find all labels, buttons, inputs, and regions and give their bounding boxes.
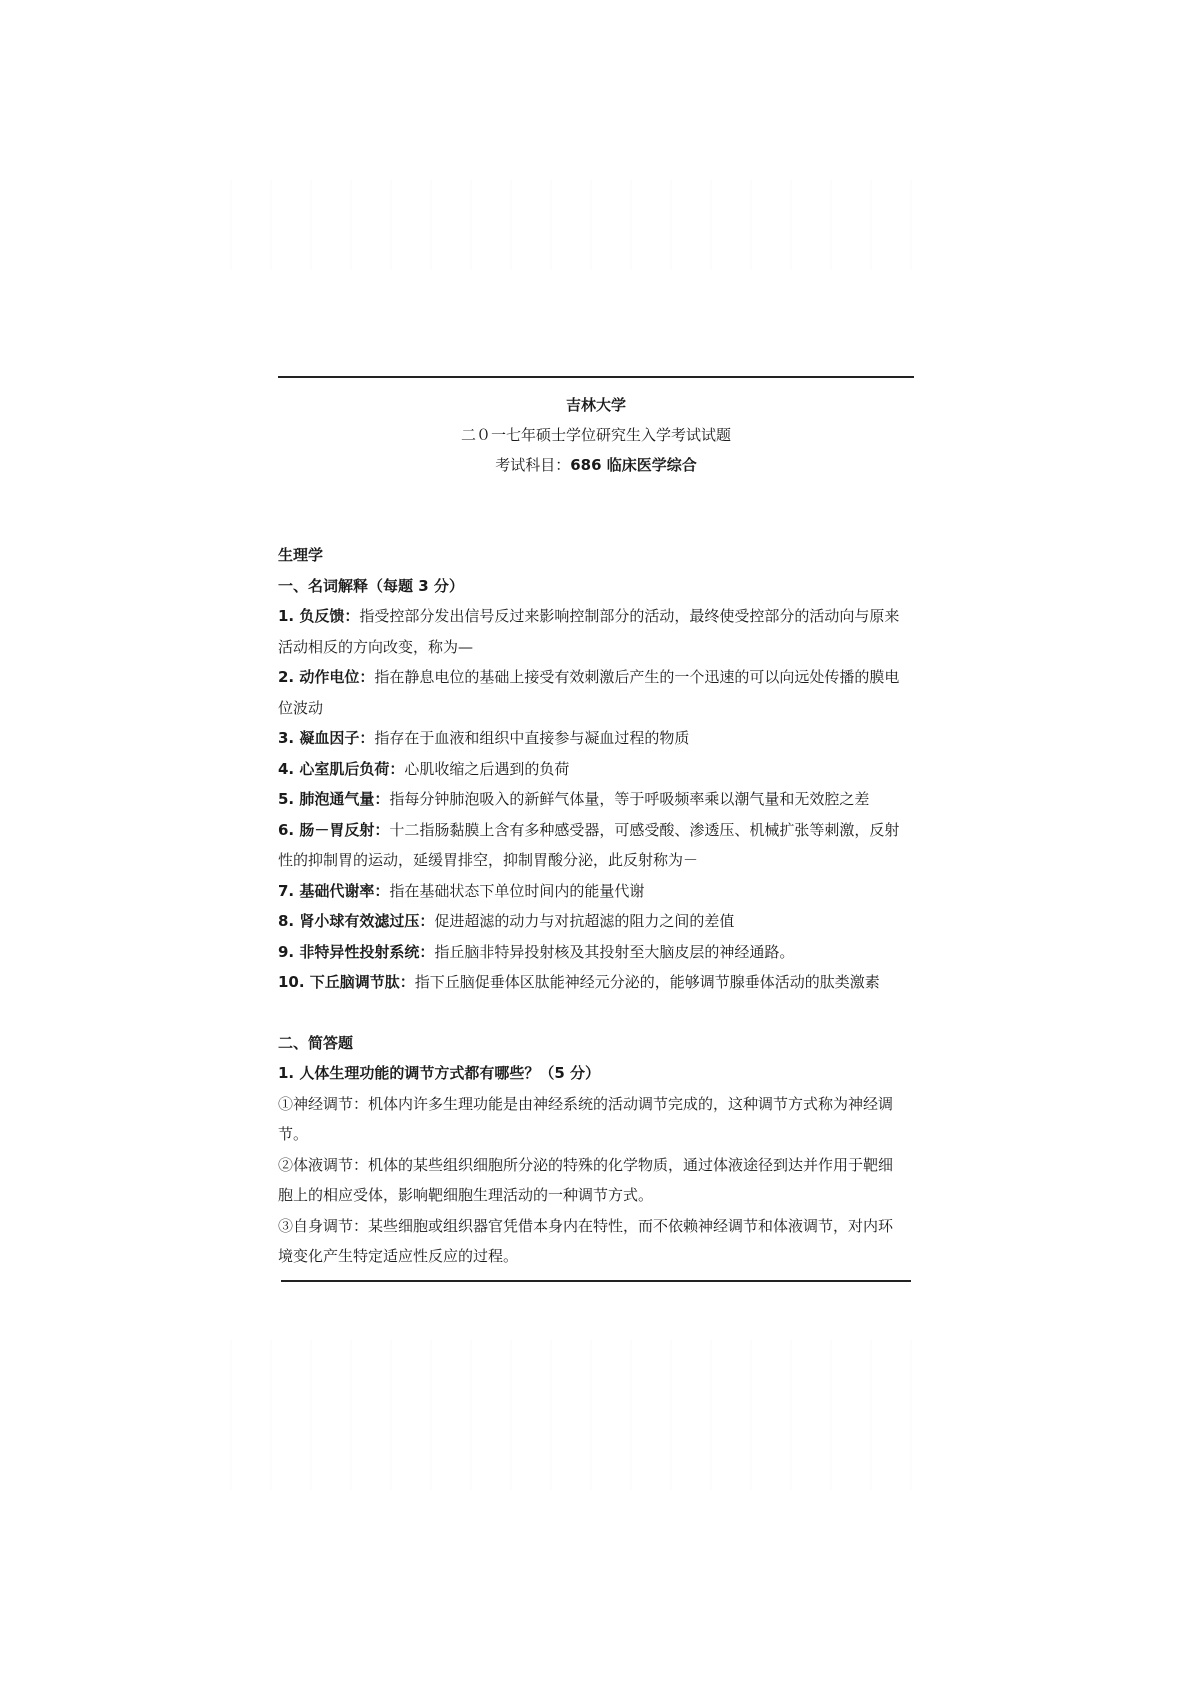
term-label: 5. 肺泡通气量： [278,790,390,808]
exam-header [278,390,914,480]
answer-item [278,1211,914,1272]
answer-line: ②体液调节：机体的某些组织细胞所分泌的特殊的化学物质，通过体液途径到达并作用于靶细 [278,1155,894,1174]
term-definition-continued: 位波动 [278,698,324,717]
term-definition: 指每分钟肺泡吸入的新鲜气体量，等于呼吸频率乘以潮气量和无效腔之差 [389,790,870,808]
term-label: 1. 负反馈： [278,607,360,625]
section-spacer [278,998,914,1028]
section1-title: 一、名词解释（每题 3 分） [278,576,464,595]
answer-line: ③自身调节：某些细胞或组织器官凭借本身内在特性，而不依赖神经调节和体液调节，对内环 [278,1216,894,1235]
term-label: 6. 肠－胃反射： [278,820,390,839]
subject-label: 考试科目： [495,456,571,474]
exam-subject [278,450,914,480]
term-item [278,906,914,937]
term-definition: 指受控部分发出信号反过来影响控制部分的活动，最终使受控部分的活动向与原来 [359,607,900,625]
term-definition: 心肌收缩之后遇到的负荷 [404,759,570,778]
term-definition: 指丘脑非特异投射核及其投射至大脑皮层的神经通路。 [434,942,795,961]
subject-heading: 生理学 [278,546,324,564]
term-definition-continued: 性的抑制胃的运动，延缓胃排空，抑制胃酸分泌，此反射称为－ [278,851,699,869]
answer-item [278,1089,914,1150]
term-item [278,876,914,907]
school-name: 吉林大学 [565,396,626,414]
top-rule [278,376,914,378]
exam-content [278,540,914,1272]
answer-line: 境变化产生特定适应性反应的过程。 [278,1247,519,1265]
term-label: 10. 下丘脑调节肽： [278,973,415,991]
term-definition-continued: 活动相反的方向改变，称为— [278,637,474,656]
term-definition: 指存在于血液和组织中直接参与凝血过程的物质 [374,729,690,747]
short-answer-question: 1. 人体生理功能的调节方式都有哪些？（5 分） [278,1064,601,1082]
answer-line: 节。 [278,1125,309,1143]
term-label: 2. 动作电位： [278,668,375,686]
term-label: 8. 肾小球有效滤过压： [278,912,435,930]
term-definition: 十二指肠黏膜上含有多种感受器，可感受酸、渗透压、机械扩张等刺激，反射 [389,820,900,839]
term-item [278,784,914,815]
term-label: 4. 心室肌后负荷： [278,759,405,778]
term-item [278,937,914,968]
term-label: 3. 凝血因子： [278,729,375,747]
scan-artifact-bottom [230,1340,920,1490]
term-item [278,662,914,723]
subject-name: 686 临床医学综合 [570,456,697,474]
answer-item [278,1150,914,1211]
term-item [278,815,914,876]
scan-artifact-top [230,180,920,270]
term-item [278,967,914,998]
section2-title: 二、简答题 [278,1033,354,1052]
answer-line: 胞上的相应受体，影响靶细胞生理活动的一种调节方式。 [278,1186,654,1204]
exam-title: 二０一七年硕士学位研究生入学考试试题 [460,426,731,444]
bottom-rule [281,1280,911,1282]
term-definition: 指在基础状态下单位时间内的能量代谢 [389,881,645,900]
answer-line: ①神经调节：机体内许多生理功能是由神经系统的活动调节完成的，这种调节方式称为神经调 [278,1094,894,1113]
term-definition: 指在静息电位的基础上接受有效刺激后产生的一个迅速的可以向远处传播的膜电 [374,668,900,686]
term-item [278,601,914,662]
term-item [278,723,914,754]
term-definition: 促进超滤的动力与对抗超滤的阻力之间的差值 [434,912,735,930]
term-item [278,754,914,785]
term-label: 9. 非特异性投射系统： [278,942,435,961]
term-definition: 指下丘脑促垂体区肽能神经元分泌的，能够调节腺垂体活动的肽类激素 [414,973,880,991]
term-label: 7. 基础代谢率： [278,881,390,900]
